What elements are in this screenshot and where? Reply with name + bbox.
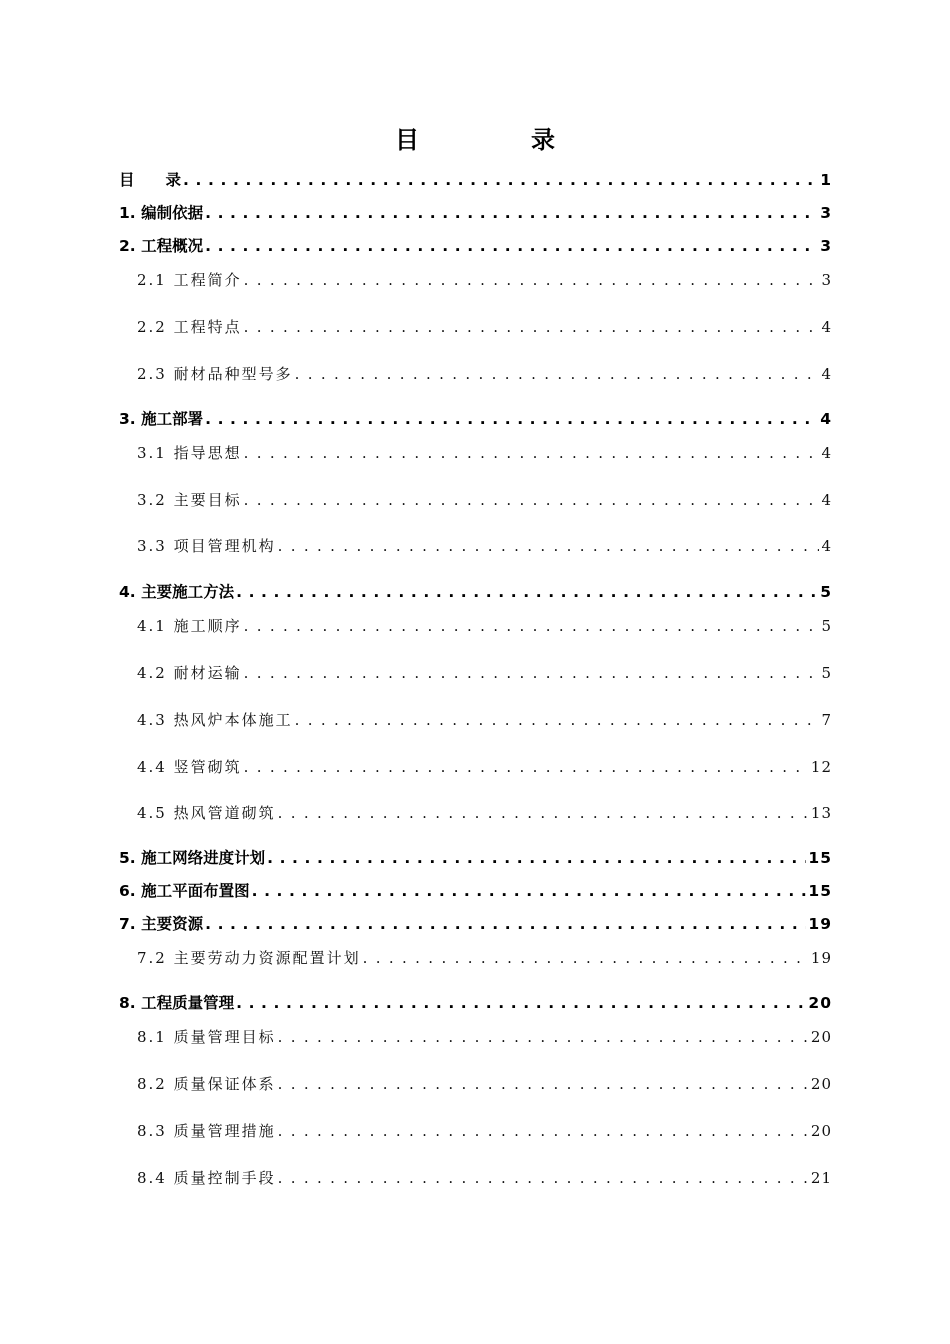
toc-entry-page: 3 <box>821 271 832 289</box>
toc-entry[interactable] <box>137 269 832 291</box>
page-title: 目 录 <box>395 126 599 154</box>
toc-entry[interactable] <box>137 1073 832 1095</box>
toc-entry[interactable] <box>137 1167 832 1189</box>
toc-entry-label: 4.2 耐材运输 <box>137 664 242 682</box>
toc-entry-label: 4.1 施工顺序 <box>137 617 242 635</box>
toc-entry-label: 目 录 <box>119 171 182 189</box>
toc-entry-page: 3 <box>820 237 832 255</box>
dot-leader <box>244 489 820 511</box>
dot-leader <box>205 235 818 257</box>
toc-entry-label: 8.3 质量管理措施 <box>137 1122 276 1140</box>
dot-leader <box>278 802 809 824</box>
toc-entry[interactable] <box>137 802 832 824</box>
dot-leader <box>278 1120 809 1142</box>
dot-leader <box>205 202 818 224</box>
toc-entry-label: 7.2 主要劳动力资源配置计划 <box>137 949 361 967</box>
dot-leader <box>295 363 820 385</box>
dot-leader <box>236 581 818 603</box>
dot-leader <box>278 535 820 557</box>
toc-entry-page: 21 <box>810 1169 832 1187</box>
toc-entry[interactable] <box>137 1120 832 1142</box>
toc-entry-page: 3 <box>820 204 832 222</box>
toc-entry-page: 15 <box>808 849 832 867</box>
toc-entry-page: 5 <box>821 664 832 682</box>
toc-entry-label: 2.2 工程特点 <box>137 318 242 336</box>
toc-entry[interactable] <box>137 615 832 637</box>
dot-leader <box>244 756 809 778</box>
toc-entry-label: 8. 工程质量管理 <box>119 994 235 1012</box>
toc-entry-page: 4 <box>821 537 832 555</box>
toc-entry-label: 2.1 工程简介 <box>137 271 242 289</box>
dot-leader <box>278 1026 809 1048</box>
toc-entry-label: 4.3 热风炉本体施工 <box>137 711 293 729</box>
toc-entry[interactable] <box>119 913 832 935</box>
dot-leader <box>278 1073 809 1095</box>
dot-leader <box>244 316 820 338</box>
toc-entry-page: 1 <box>820 171 832 189</box>
toc-entry-page: 4 <box>821 318 832 336</box>
dot-leader <box>244 615 820 637</box>
toc-entry[interactable] <box>137 756 832 778</box>
toc-entry[interactable] <box>137 1026 832 1048</box>
toc-entry-label: 6. 施工平面布置图 <box>119 882 250 900</box>
toc-entry[interactable] <box>119 202 832 224</box>
dot-leader <box>278 1167 809 1189</box>
toc-entry[interactable] <box>119 408 832 430</box>
toc-entry[interactable] <box>137 535 832 557</box>
toc-entry-page: 15 <box>808 882 832 900</box>
toc-entry-page: 4 <box>821 365 832 383</box>
toc-entry[interactable] <box>137 442 832 464</box>
toc-entry-label: 4.5 热风管道砌筑 <box>137 804 276 822</box>
dot-leader <box>363 947 809 969</box>
toc-entry-page: 20 <box>810 1075 832 1093</box>
dot-leader <box>252 880 807 902</box>
toc-entry-page: 4 <box>821 491 832 509</box>
dot-leader <box>244 442 820 464</box>
toc-entry-page: 19 <box>810 949 832 967</box>
toc-entry-label: 3. 施工部署 <box>119 410 204 428</box>
toc-entry[interactable] <box>137 363 832 385</box>
toc-entry[interactable] <box>137 709 832 731</box>
toc-entry-label: 4.4 竖管砌筑 <box>137 758 242 776</box>
toc-entry-page: 19 <box>808 915 832 933</box>
toc-entry-label: 8.1 质量管理目标 <box>137 1028 276 1046</box>
toc-entry-page: 5 <box>821 617 832 635</box>
toc-entry[interactable] <box>119 992 832 1014</box>
toc-entry-label: 3.3 项目管理机构 <box>137 537 276 555</box>
toc-entry-page: 13 <box>810 804 832 822</box>
toc-entry-page: 4 <box>820 410 832 428</box>
toc-entry-label: 5. 施工网络进度计划 <box>119 849 266 867</box>
toc-entry-page: 20 <box>808 994 832 1012</box>
toc-entry-label: 1. 编制依据 <box>119 204 204 222</box>
toc-entry[interactable] <box>119 235 832 257</box>
toc-entry[interactable] <box>119 581 832 603</box>
toc-entry-page: 12 <box>810 758 832 776</box>
dot-leader <box>205 913 806 935</box>
toc-entry[interactable] <box>137 662 832 684</box>
dot-leader <box>236 992 806 1014</box>
toc-entry-page: 20 <box>810 1122 832 1140</box>
dot-leader <box>205 408 818 430</box>
toc-entry-label: 3.1 指导思想 <box>137 444 242 462</box>
dot-leader <box>295 709 820 731</box>
toc-entry-label: 4. 主要施工方法 <box>119 583 235 601</box>
toc-entry[interactable] <box>119 169 832 191</box>
toc-entry-page: 4 <box>821 444 832 462</box>
toc-entry-page: 20 <box>810 1028 832 1046</box>
dot-leader <box>183 169 818 191</box>
dot-leader <box>267 847 806 869</box>
toc-entry[interactable] <box>137 947 832 969</box>
toc-entry-label: 7. 主要资源 <box>119 915 204 933</box>
dot-leader <box>244 269 820 291</box>
toc-entry[interactable] <box>119 880 832 902</box>
toc-entry-label: 3.2 主要目标 <box>137 491 242 509</box>
toc-entry[interactable] <box>119 847 832 869</box>
dot-leader <box>244 662 820 684</box>
toc-entry-label: 8.2 质量保证体系 <box>137 1075 276 1093</box>
toc-entry-page: 7 <box>821 711 832 729</box>
toc-entry[interactable] <box>137 316 832 338</box>
toc-entry-label: 2.3 耐材品种型号多 <box>137 365 293 383</box>
toc-entry-label: 2. 工程概况 <box>119 237 204 255</box>
toc-entry-page: 5 <box>820 583 832 601</box>
toc-entry-label: 8.4 质量控制手段 <box>137 1169 276 1187</box>
toc-entry[interactable] <box>137 489 832 511</box>
